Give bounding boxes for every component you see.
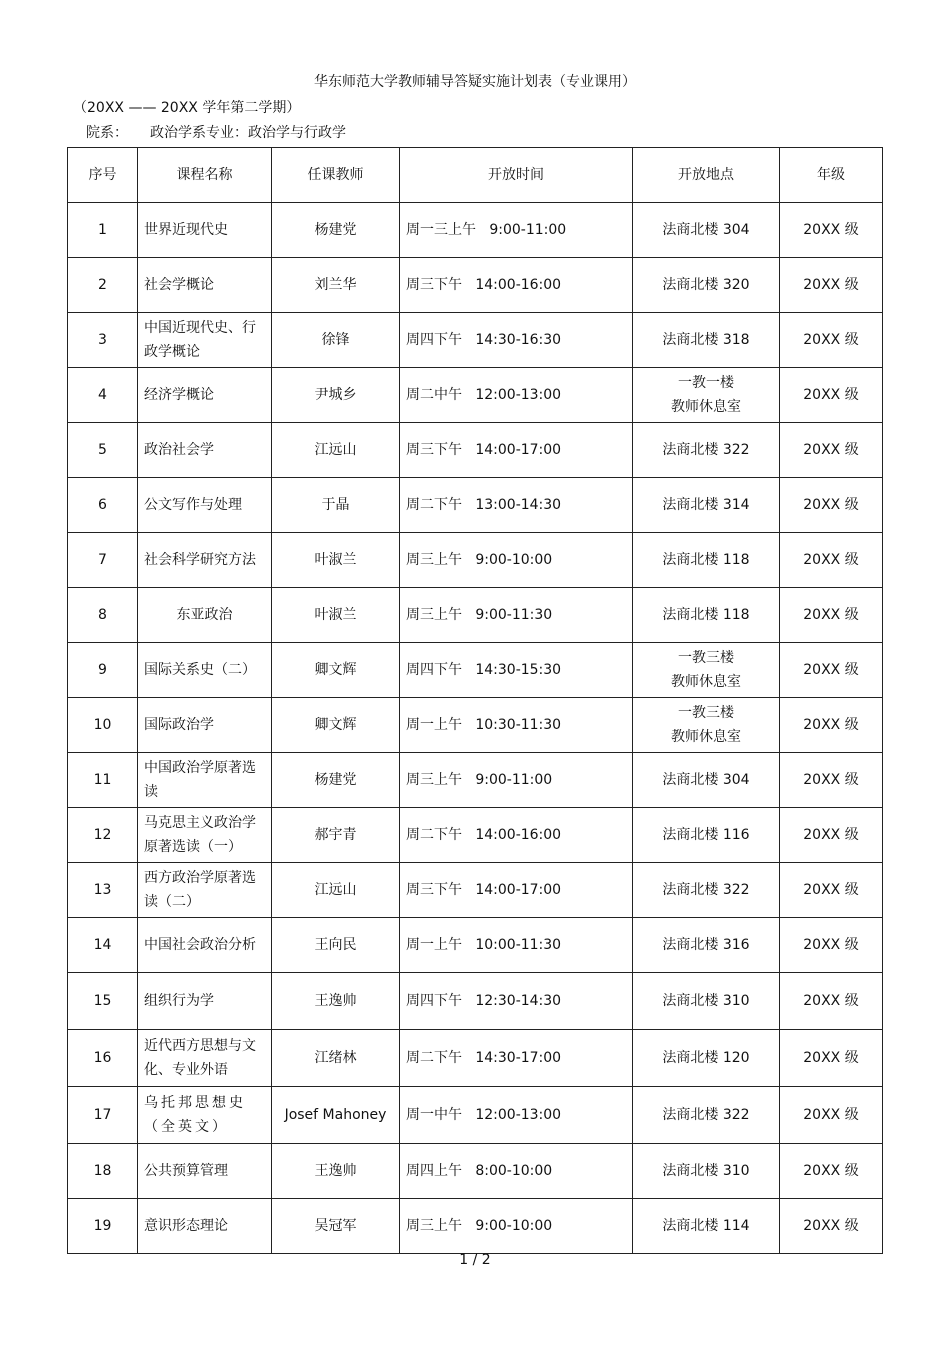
row-number: 7 [68,533,138,588]
header-place: 开放地点 [633,148,780,203]
teacher-name: 江远山 [272,863,400,918]
table-row [68,973,883,1030]
grade: 20XX 级 [780,313,883,368]
row-number: 10 [68,698,138,753]
table-row [68,643,883,698]
grade: 20XX 级 [780,258,883,313]
course-name: 东亚政治 [138,588,272,643]
open-time: 周三下午 14:00-17:00 [400,423,633,478]
row-number: 8 [68,588,138,643]
course-name: 组织行为学 [138,973,272,1030]
header-grade: 年级 [780,148,883,203]
course-name: 近代西方思想与文化、专业外语 [138,1030,272,1087]
open-place: 法商北楼 322 [633,863,780,918]
table-row [68,753,883,808]
teacher-name: 徐锋 [272,313,400,368]
course-name: 乌托邦思想史（全英文） [138,1087,272,1144]
open-time: 周三下午 14:00-16:00 [400,258,633,313]
table-row [68,588,883,643]
open-place: 法商北楼 114 [633,1199,780,1254]
table-header-row [68,148,883,203]
open-place: 法商北楼 304 [633,753,780,808]
open-time: 周四下午 14:30-15:30 [400,643,633,698]
open-time: 周一中午 12:00-13:00 [400,1087,633,1144]
open-place: 法商北楼 316 [633,918,780,973]
table-row [68,1087,883,1144]
course-name: 国际政治学 [138,698,272,753]
table-row [68,258,883,313]
row-number: 1 [68,203,138,258]
open-time: 周二下午 14:30-17:00 [400,1030,633,1087]
open-time: 周四下午 12:30-14:30 [400,973,633,1030]
row-number: 17 [68,1087,138,1144]
row-number: 9 [68,643,138,698]
course-name: 马克思主义政治学原著选读（一） [138,808,272,863]
row-number: 18 [68,1144,138,1199]
course-name: 国际关系史（二） [138,643,272,698]
grade: 20XX 级 [780,698,883,753]
open-place: 法商北楼 310 [633,1144,780,1199]
grade: 20XX 级 [780,643,883,698]
table-row [68,863,883,918]
open-place: 法商北楼 304 [633,203,780,258]
open-time: 周三上午 9:00-10:00 [400,533,633,588]
grade: 20XX 级 [780,478,883,533]
academic-term: （20XX —— 20XX 学年第二学期） [73,100,301,116]
open-time: 周三上午 9:00-11:00 [400,753,633,808]
table-row [68,1199,883,1254]
open-place: 法商北楼 320 [633,258,780,313]
teacher-name: 尹城乡 [272,368,400,423]
open-time: 周三上午 9:00-11:30 [400,588,633,643]
open-place: 一教一楼 教师休息室 [633,368,780,423]
teacher-name: 王逸帅 [272,1144,400,1199]
grade: 20XX 级 [780,1087,883,1144]
open-place: 法商北楼 118 [633,588,780,643]
teacher-name: 杨建党 [272,753,400,808]
grade: 20XX 级 [780,368,883,423]
grade: 20XX 级 [780,1144,883,1199]
open-time: 周二中午 12:00-13:00 [400,368,633,423]
teacher-name: 杨建党 [272,203,400,258]
grade: 20XX 级 [780,918,883,973]
row-number: 14 [68,918,138,973]
open-time: 周一三上午 9:00-11:00 [400,203,633,258]
course-name: 西方政治学原著选读（二） [138,863,272,918]
grade: 20XX 级 [780,423,883,478]
table-row [68,368,883,423]
open-time: 周二下午 13:00-14:30 [400,478,633,533]
teacher-name: 郝宇青 [272,808,400,863]
open-time: 周二下午 14:00-16:00 [400,808,633,863]
teacher-name: 江远山 [272,423,400,478]
header-time: 开放时间 [400,148,633,203]
teacher-name: 刘兰华 [272,258,400,313]
row-number: 3 [68,313,138,368]
table-row [68,1030,883,1087]
page-number: 1 / 2 [459,1252,491,1268]
course-name: 公共预算管理 [138,1144,272,1199]
open-time: 周三下午 14:00-17:00 [400,863,633,918]
teacher-name: 于晶 [272,478,400,533]
course-name: 社会科学研究方法 [138,533,272,588]
open-time: 周四下午 14:30-16:30 [400,313,633,368]
row-number: 15 [68,973,138,1030]
teacher-name: 江绪林 [272,1030,400,1087]
department-value: 政治学系专业：政治学与行政学 [150,125,346,141]
row-number: 16 [68,1030,138,1087]
teacher-name: 吴冠军 [272,1199,400,1254]
row-number: 6 [68,478,138,533]
grade: 20XX 级 [780,533,883,588]
row-number: 11 [68,753,138,808]
open-time: 周一上午 10:00-11:30 [400,918,633,973]
open-time: 周四上午 8:00-10:00 [400,1144,633,1199]
row-number: 12 [68,808,138,863]
open-time: 周三上午 9:00-10:00 [400,1199,633,1254]
teacher-name: 卿文辉 [272,643,400,698]
row-number: 19 [68,1199,138,1254]
table-row [68,313,883,368]
open-place: 法商北楼 116 [633,808,780,863]
table-row [68,423,883,478]
course-name: 中国近现代史、行政学概论 [138,313,272,368]
department-label: 院系： [86,125,128,141]
course-name: 政治社会学 [138,423,272,478]
table-row [68,698,883,753]
course-name: 中国社会政治分析 [138,918,272,973]
grade: 20XX 级 [780,808,883,863]
open-place: 法商北楼 118 [633,533,780,588]
open-place: 法商北楼 314 [633,478,780,533]
row-number: 4 [68,368,138,423]
header-teacher: 任课教师 [272,148,400,203]
teacher-name: 叶淑兰 [272,533,400,588]
teacher-name: Josef Mahoney [272,1087,400,1144]
table-row [68,808,883,863]
table-row [68,918,883,973]
table-row [68,203,883,258]
open-place: 法商北楼 322 [633,423,780,478]
grade: 20XX 级 [780,753,883,808]
teacher-name: 王逸帅 [272,973,400,1030]
grade: 20XX 级 [780,1030,883,1087]
row-number: 2 [68,258,138,313]
document-title: 华东师范大学教师辅导答疑实施计划表（专业课用） [314,74,636,90]
header-course: 课程名称 [138,148,272,203]
course-name: 世界近现代史 [138,203,272,258]
row-number: 5 [68,423,138,478]
course-name: 中国政治学原著选读 [138,753,272,808]
open-place: 法商北楼 322 [633,1087,780,1144]
teacher-name: 卿文辉 [272,698,400,753]
tutoring-schedule-table [67,147,883,1254]
teacher-name: 王向民 [272,918,400,973]
grade: 20XX 级 [780,588,883,643]
department-line [86,122,346,142]
course-name: 经济学概论 [138,368,272,423]
grade: 20XX 级 [780,1199,883,1254]
open-time: 周一上午 10:30-11:30 [400,698,633,753]
header-number: 序号 [68,148,138,203]
table-row [68,1144,883,1199]
grade: 20XX 级 [780,973,883,1030]
teacher-name: 叶淑兰 [272,588,400,643]
open-place: 法商北楼 310 [633,973,780,1030]
course-name: 公文写作与处理 [138,478,272,533]
open-place: 一教三楼 教师休息室 [633,698,780,753]
open-place: 法商北楼 120 [633,1030,780,1087]
table-row [68,533,883,588]
grade: 20XX 级 [780,863,883,918]
course-name: 意识形态理论 [138,1199,272,1254]
course-name: 社会学概论 [138,258,272,313]
grade: 20XX 级 [780,203,883,258]
open-place: 一教三楼 教师休息室 [633,643,780,698]
open-place: 法商北楼 318 [633,313,780,368]
row-number: 13 [68,863,138,918]
table-row [68,478,883,533]
